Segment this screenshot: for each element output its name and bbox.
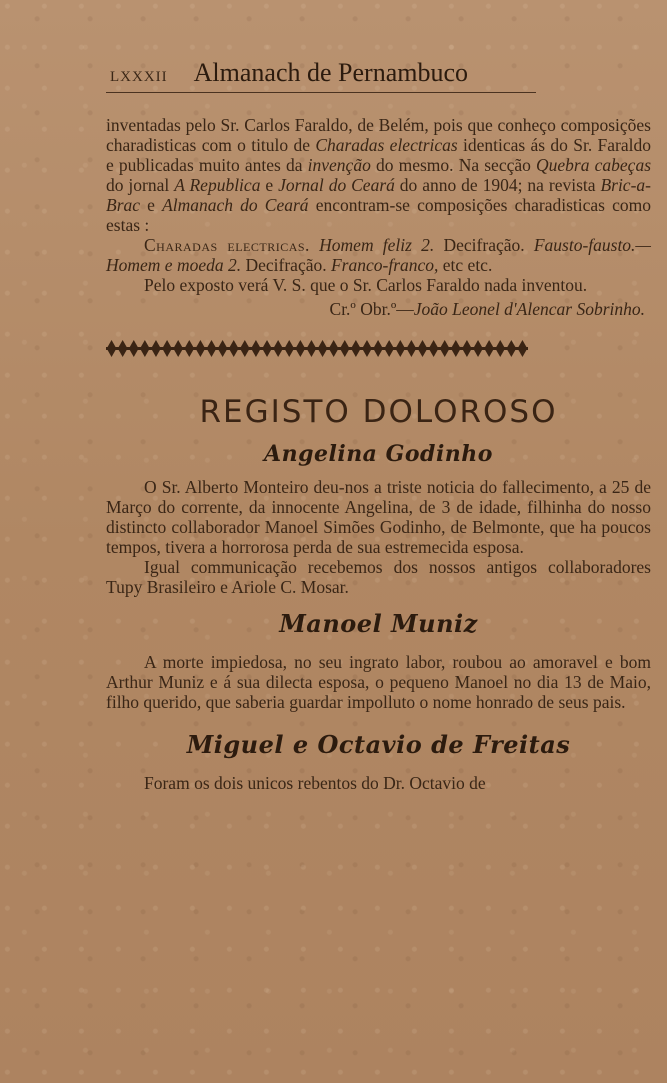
italic-phrase: Charadas electricas (315, 135, 458, 155)
ornament-triangle-down (208, 350, 216, 357)
ornament-triangle-up (119, 340, 127, 347)
italic-phrase: Franco-franco, (330, 255, 439, 275)
ornament-triangle-down (407, 350, 415, 357)
ornament-triangle-down (507, 350, 515, 357)
obituary-text (106, 652, 651, 712)
ornament-triangle-up (141, 340, 149, 347)
ornament-triangle-up (285, 340, 293, 347)
ornament-triangle-up (452, 340, 460, 347)
ornament-rule (106, 347, 528, 350)
ornament-triangle-down (296, 350, 304, 357)
obituary-paragraph: A morte impiedosa, no seu ingrato labor, roubou ao amoravel e bom Arthur Muniz e á sua dilecta esposa, o pequeno Manoel no dia 13 de Maio, filho querido, que saberia guardar impolluto o nome honrado de seus pais. (106, 652, 651, 712)
ornament-triangle-down (307, 350, 315, 357)
ornament-triangle-down (285, 350, 293, 357)
obituary-paragraph: Foram os dois unicos rebentos do Dr. Octavio de (144, 773, 486, 793)
ornament-triangle-up (518, 340, 526, 347)
ornament-triangle-down (230, 350, 238, 357)
ornament-triangle-up (352, 340, 360, 347)
text-run: Pelo exposto verá V. S. que o Sr. Carlos Faraldo nada inventou. (144, 275, 588, 295)
italic-phrase: Homem feliz 2. (319, 235, 435, 255)
ornament-triangle-down (252, 350, 260, 357)
italic-phrase: Fausto-fausto.—Homem e moeda 2. (106, 235, 651, 275)
intro-paragraph (106, 275, 651, 295)
signature-name: João Leonel d'Alencar Sobrinho. (413, 299, 645, 319)
text-run: identicas ás do Sr. Faraldo e publicadas muito antes da (106, 135, 651, 175)
text-run: do anno de 1904; na revista (394, 175, 601, 195)
italic-phrase: Bric-a-Brac (106, 175, 651, 215)
italic-phrase: Almanach do Ceará (162, 195, 309, 215)
ornament-triangle-up (185, 340, 193, 347)
italic-phrase: Jornal do Ceará (278, 175, 395, 195)
ornament-triangle-up (163, 340, 171, 347)
text-run: inventadas pelo Sr. Carlos Faraldo, de Belém, pois que conheço composições charadisticas com o titulo de (106, 115, 651, 155)
letter-signature (106, 299, 651, 319)
ornament-triangle-up (374, 340, 382, 347)
text-run: Decifração. (434, 235, 534, 255)
ornament-triangle-up (496, 340, 504, 347)
ornament-triangle-up (441, 340, 449, 347)
ornament-triangle-down (385, 350, 393, 357)
ornament-triangle-down (485, 350, 493, 357)
text-run: Charadas electricas. (144, 235, 310, 255)
ornament-triangle-up (330, 340, 338, 347)
ornament-triangle-down (352, 350, 360, 357)
italic-phrase: Quebra cabeças (536, 155, 652, 175)
ornament-triangle-up (341, 340, 349, 347)
ornament-triangle-down (263, 350, 271, 357)
ornament-triangle-down (496, 350, 504, 357)
ornament-triangle-up (230, 340, 238, 347)
intro-letter (106, 115, 651, 319)
ornament-triangle-up (363, 340, 371, 347)
ornament-triangle-up (196, 340, 204, 347)
ornament-triangle-up (252, 340, 260, 347)
text-run (310, 235, 319, 255)
ornament-triangle-up (485, 340, 493, 347)
ornament-triangle-up (108, 340, 116, 347)
ornament-triangle-down (163, 350, 171, 357)
journal-title: Almanach de Pernambuco (193, 58, 469, 87)
text-run: do jornal (106, 175, 175, 195)
ornament-triangle-up (463, 340, 471, 347)
ornamental-divider-graphic (106, 335, 528, 363)
ornament-triangle-down (185, 350, 193, 357)
ornament-triangle-down (130, 350, 138, 357)
ornament-triangle-down (196, 350, 204, 357)
text-run: e (260, 175, 279, 195)
ornament-triangle-down (119, 350, 127, 357)
ornament-triangle-down (152, 350, 160, 357)
ornament-triangle-down (463, 350, 471, 357)
ornament-triangle-down (374, 350, 382, 357)
ornament-triangle-up (396, 340, 404, 347)
text-run: do mesmo. Na secção (370, 155, 537, 175)
signature-title: Cr.º Obr.º— (329, 299, 414, 319)
ornament-triangle-up (430, 340, 438, 347)
text-run: Decifração. (241, 255, 331, 275)
text-run: etc etc. (438, 255, 493, 275)
ornament-triangle-down (396, 350, 404, 357)
ornament-triangle-up (274, 340, 282, 347)
obituary-paragraph: Igual communicação recebemos dos nossos antigos collaboradores Tupy Brasileiro e Ariole C. Mosar. (106, 557, 651, 597)
ornament-triangle-down (430, 350, 438, 357)
ornament-triangle-down (274, 350, 282, 357)
ornament-triangle-down (341, 350, 349, 357)
ornament-triangle-up (130, 340, 138, 347)
ornament-triangle-up (241, 340, 249, 347)
obituary-name: Manoel Muniz (279, 609, 478, 638)
ornament-triangle-down (319, 350, 327, 357)
ornament-triangle-up (385, 340, 393, 347)
ornament-triangle-down (330, 350, 338, 357)
ornament-triangle-down (474, 350, 482, 357)
ornament-triangle-up (174, 340, 182, 347)
obituary-name: Angelina Godinho (264, 441, 493, 467)
obituary-paragraph: O Sr. Alberto Monteiro deu-nos a triste noticia do fallecimento, a 25 de Março do corrente, da innocente Angelina, de 3 de idade, filhinha do nosso distincto collaborador Manoel Simões Godinho, de Belmonte, que ha poucos tempos, tivera a horrorosa perda de sua estremecida esposa. (106, 477, 651, 557)
ornament-triangle-down (419, 350, 427, 357)
ornament-triangle-down (363, 350, 371, 357)
ornament-triangle-down (452, 350, 460, 357)
running-head (106, 58, 536, 93)
italic-phrase: invenção (307, 155, 371, 175)
ornament-triangle-up (263, 340, 271, 347)
ornament-triangle-down (141, 350, 149, 357)
ornament-triangle-down (219, 350, 227, 357)
ornament-triangle-down (441, 350, 449, 357)
ornament-triangle-up (307, 340, 315, 347)
ornament-triangle-up (319, 340, 327, 347)
section-title: REGISTO DOLOROSO (199, 394, 558, 430)
text-run: e (140, 195, 163, 215)
ornament-triangle-down (108, 350, 116, 357)
obituary-text (106, 477, 651, 597)
ornament-triangle-up (219, 340, 227, 347)
ornament-triangle-down (241, 350, 249, 357)
obituary-name: Miguel e Octavio de Freitas (186, 730, 571, 759)
ornament-triangle-up (208, 340, 216, 347)
text-run: encontram-se composições charadisticas como estas : (106, 195, 651, 235)
ornament-triangle-up (296, 340, 304, 347)
ornament-triangle-up (507, 340, 515, 347)
italic-phrase: A Republica (174, 175, 261, 195)
ornament-triangle-up (152, 340, 160, 347)
intro-paragraph (106, 235, 651, 275)
ornament-triangle-down (518, 350, 526, 357)
intro-paragraph (106, 115, 651, 235)
ornamental-divider (106, 335, 528, 363)
obituary-text (106, 773, 651, 793)
ornament-triangle-up (474, 340, 482, 347)
page-folio: LXXXII (110, 69, 168, 85)
ornament-triangle-down (174, 350, 182, 357)
ornament-triangle-up (407, 340, 415, 347)
ornament-triangle-up (419, 340, 427, 347)
